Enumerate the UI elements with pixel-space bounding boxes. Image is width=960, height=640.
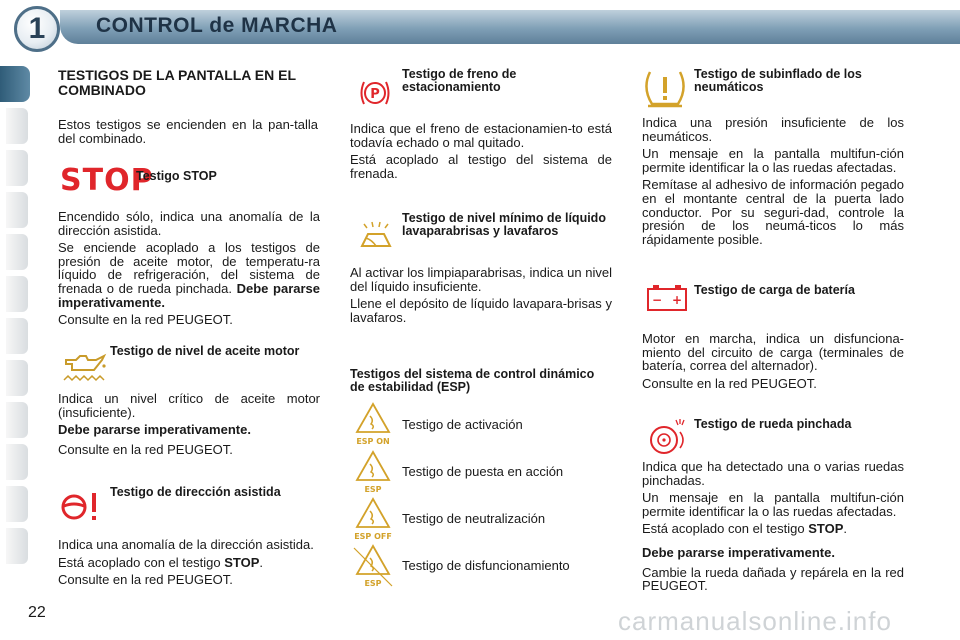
tyre-text-1: Indica una presión insuficiente de los neumáticos. — [642, 115, 904, 144]
chapter-tab-9[interactable] — [6, 402, 28, 438]
stop-heading: Testigo STOP — [136, 169, 217, 183]
washer-heading: Testigo de nivel mínimo de líquido lavaparabrisas y lavafaros — [402, 211, 606, 238]
tyre-text-3: Remítase al adhesivo de información pegado en el montante central de la puerta lado conductor. Por su seguri-dad, controle la presión de los neumá-ticos lo más rápidamente posible. — [642, 177, 904, 247]
puncture-text-5: Cambie la rueda dañada y repárela en la red PEUGEOT. — [642, 564, 904, 594]
oil-text-1: Indica un nivel crítico de aceite motor (insuficiente). — [58, 391, 320, 420]
page-title: CONTROL de MARCHA — [96, 14, 338, 37]
esp-heading: Testigos del sistema de control dinámico de estabilidad (ESP) — [350, 367, 595, 394]
flat-tyre-icon — [646, 416, 690, 459]
chapter-tab-12[interactable] — [6, 528, 28, 564]
puncture-heading: Testigo de rueda pinchada — [694, 417, 852, 431]
steering-text-2: Está acoplado con el testigo STOP. — [58, 554, 264, 570]
puncture-text-3: Está acoplado con el testigo STOP. — [642, 521, 848, 537]
esp-off-icon — [350, 497, 396, 544]
chapter-tab-2[interactable] — [6, 108, 28, 144]
oil-heading: Testigo de nivel de aceite motor — [110, 344, 300, 358]
chapter-tab-11[interactable] — [6, 486, 28, 522]
esp-item-neutralization: Testigo de neutralización — [402, 511, 546, 526]
parking-text-1: Indica que el freno de estacionamien-to está todavía echado o mal quitado. — [350, 121, 612, 150]
chapter-number: 1 — [14, 6, 60, 52]
battery-text-1: Motor en marcha, indica un disfunciona-miento del circuito de carga (terminales de batería, correa del alternador). — [642, 331, 904, 374]
battery-text-2: Consulte en la red PEUGEOT. — [642, 375, 817, 391]
stop-text-1: Encendido sólo, indica una anomalía de la dirección asistida. — [58, 209, 320, 238]
chapter-tab-3[interactable] — [6, 150, 28, 186]
chapter-tab-4[interactable] — [6, 192, 28, 228]
esp-on-icon — [350, 402, 396, 449]
oil-can-icon — [62, 350, 108, 389]
section-title: TESTIGOS DE LA PANTALLA EN EL COMBINADO — [58, 67, 296, 98]
parking-brake-icon — [358, 78, 392, 111]
chapter-tab-10[interactable] — [6, 444, 28, 480]
chapter-tab-8[interactable] — [6, 360, 28, 396]
steering-text-3: Consulte en la red PEUGEOT. — [58, 572, 233, 588]
chapter-tab-1[interactable] — [0, 66, 30, 102]
power-steering-icon — [60, 490, 102, 527]
svg-text:ESP OFF: ESP OFF — [354, 532, 392, 541]
esp-item-fault: Testigo de disfuncionamiento — [402, 558, 570, 573]
tyre-pressure-icon — [642, 68, 688, 113]
washer-text-1: Al activar los limpiaparabrisas, indica un nivel del líquido insuficiente. — [350, 265, 612, 294]
puncture-text-1: Indica que ha detectado una o varias ruedas pinchadas. — [642, 459, 904, 488]
svg-text:ESP: ESP — [364, 485, 382, 494]
steering-heading: Testigo de dirección asistida — [110, 485, 281, 499]
puncture-text-4: Debe pararse imperativamente. — [642, 544, 835, 560]
washer-text-2: Llene el depósito de líquido lavapara-brisas y lavafaros. — [350, 296, 612, 325]
stop-text-2: Se enciende acoplado a los testigos de presión de aceite motor, de temperatu-ra líquido de refrigeración, del sistema de frenada o de rueda pinchada. Debe pararse imperativamente. — [58, 240, 320, 310]
esp-item-activation: Testigo de activación — [402, 417, 523, 432]
chapter-tab-5[interactable] — [6, 234, 28, 270]
svg-text:P: P — [370, 87, 380, 102]
parking-text-2: Está acoplado al testigo del sistema de frenada. — [350, 152, 612, 181]
chapter-tab-7[interactable] — [6, 318, 28, 354]
chapter-tab-6[interactable] — [6, 276, 28, 312]
esp-fault-icon — [350, 544, 396, 593]
page-number: 22 — [28, 604, 46, 621]
battery-heading: Testigo de carga de batería — [694, 283, 855, 297]
oil-text-3: Consulte en la red PEUGEOT. — [58, 441, 233, 457]
intro-text: Estos testigos se encienden en la pan-talla del combinado. — [58, 117, 318, 146]
parking-heading: Testigo de freno de estacionamiento — [402, 67, 517, 94]
washer-fluid-icon — [356, 220, 396, 255]
esp-active-icon — [350, 450, 396, 497]
tyre-heading: Testigo de subinflado de los neumáticos — [694, 67, 862, 94]
stop-warning-icon: STOP — [60, 163, 154, 198]
page-header — [0, 0, 960, 52]
tyre-text-2: Un mensaje en la pantalla multifun-ción permite identificar la o las ruedas afectadas. — [642, 146, 904, 175]
watermark: carmanualsonline.info — [618, 606, 892, 636]
stop-text-3: Consulte en la red PEUGEOT. — [58, 312, 233, 328]
chapter-tabs — [0, 66, 30, 570]
esp-item-action: Testigo de puesta en acción — [402, 464, 564, 479]
steering-text-1: Indica una anomalía de la dirección asistida. — [58, 537, 314, 552]
oil-text-2: Debe pararse imperativamente. — [58, 422, 251, 438]
puncture-text-2: Un mensaje en la pantalla multifun-ción permite identificar la o las ruedas afectadas. — [642, 490, 904, 519]
svg-text:ESP ON: ESP ON — [356, 437, 390, 446]
svg-text:+: + — [671, 293, 683, 307]
svg-text:−: − — [651, 293, 663, 307]
svg-text:ESP: ESP — [364, 579, 382, 588]
battery-icon — [646, 284, 688, 315]
